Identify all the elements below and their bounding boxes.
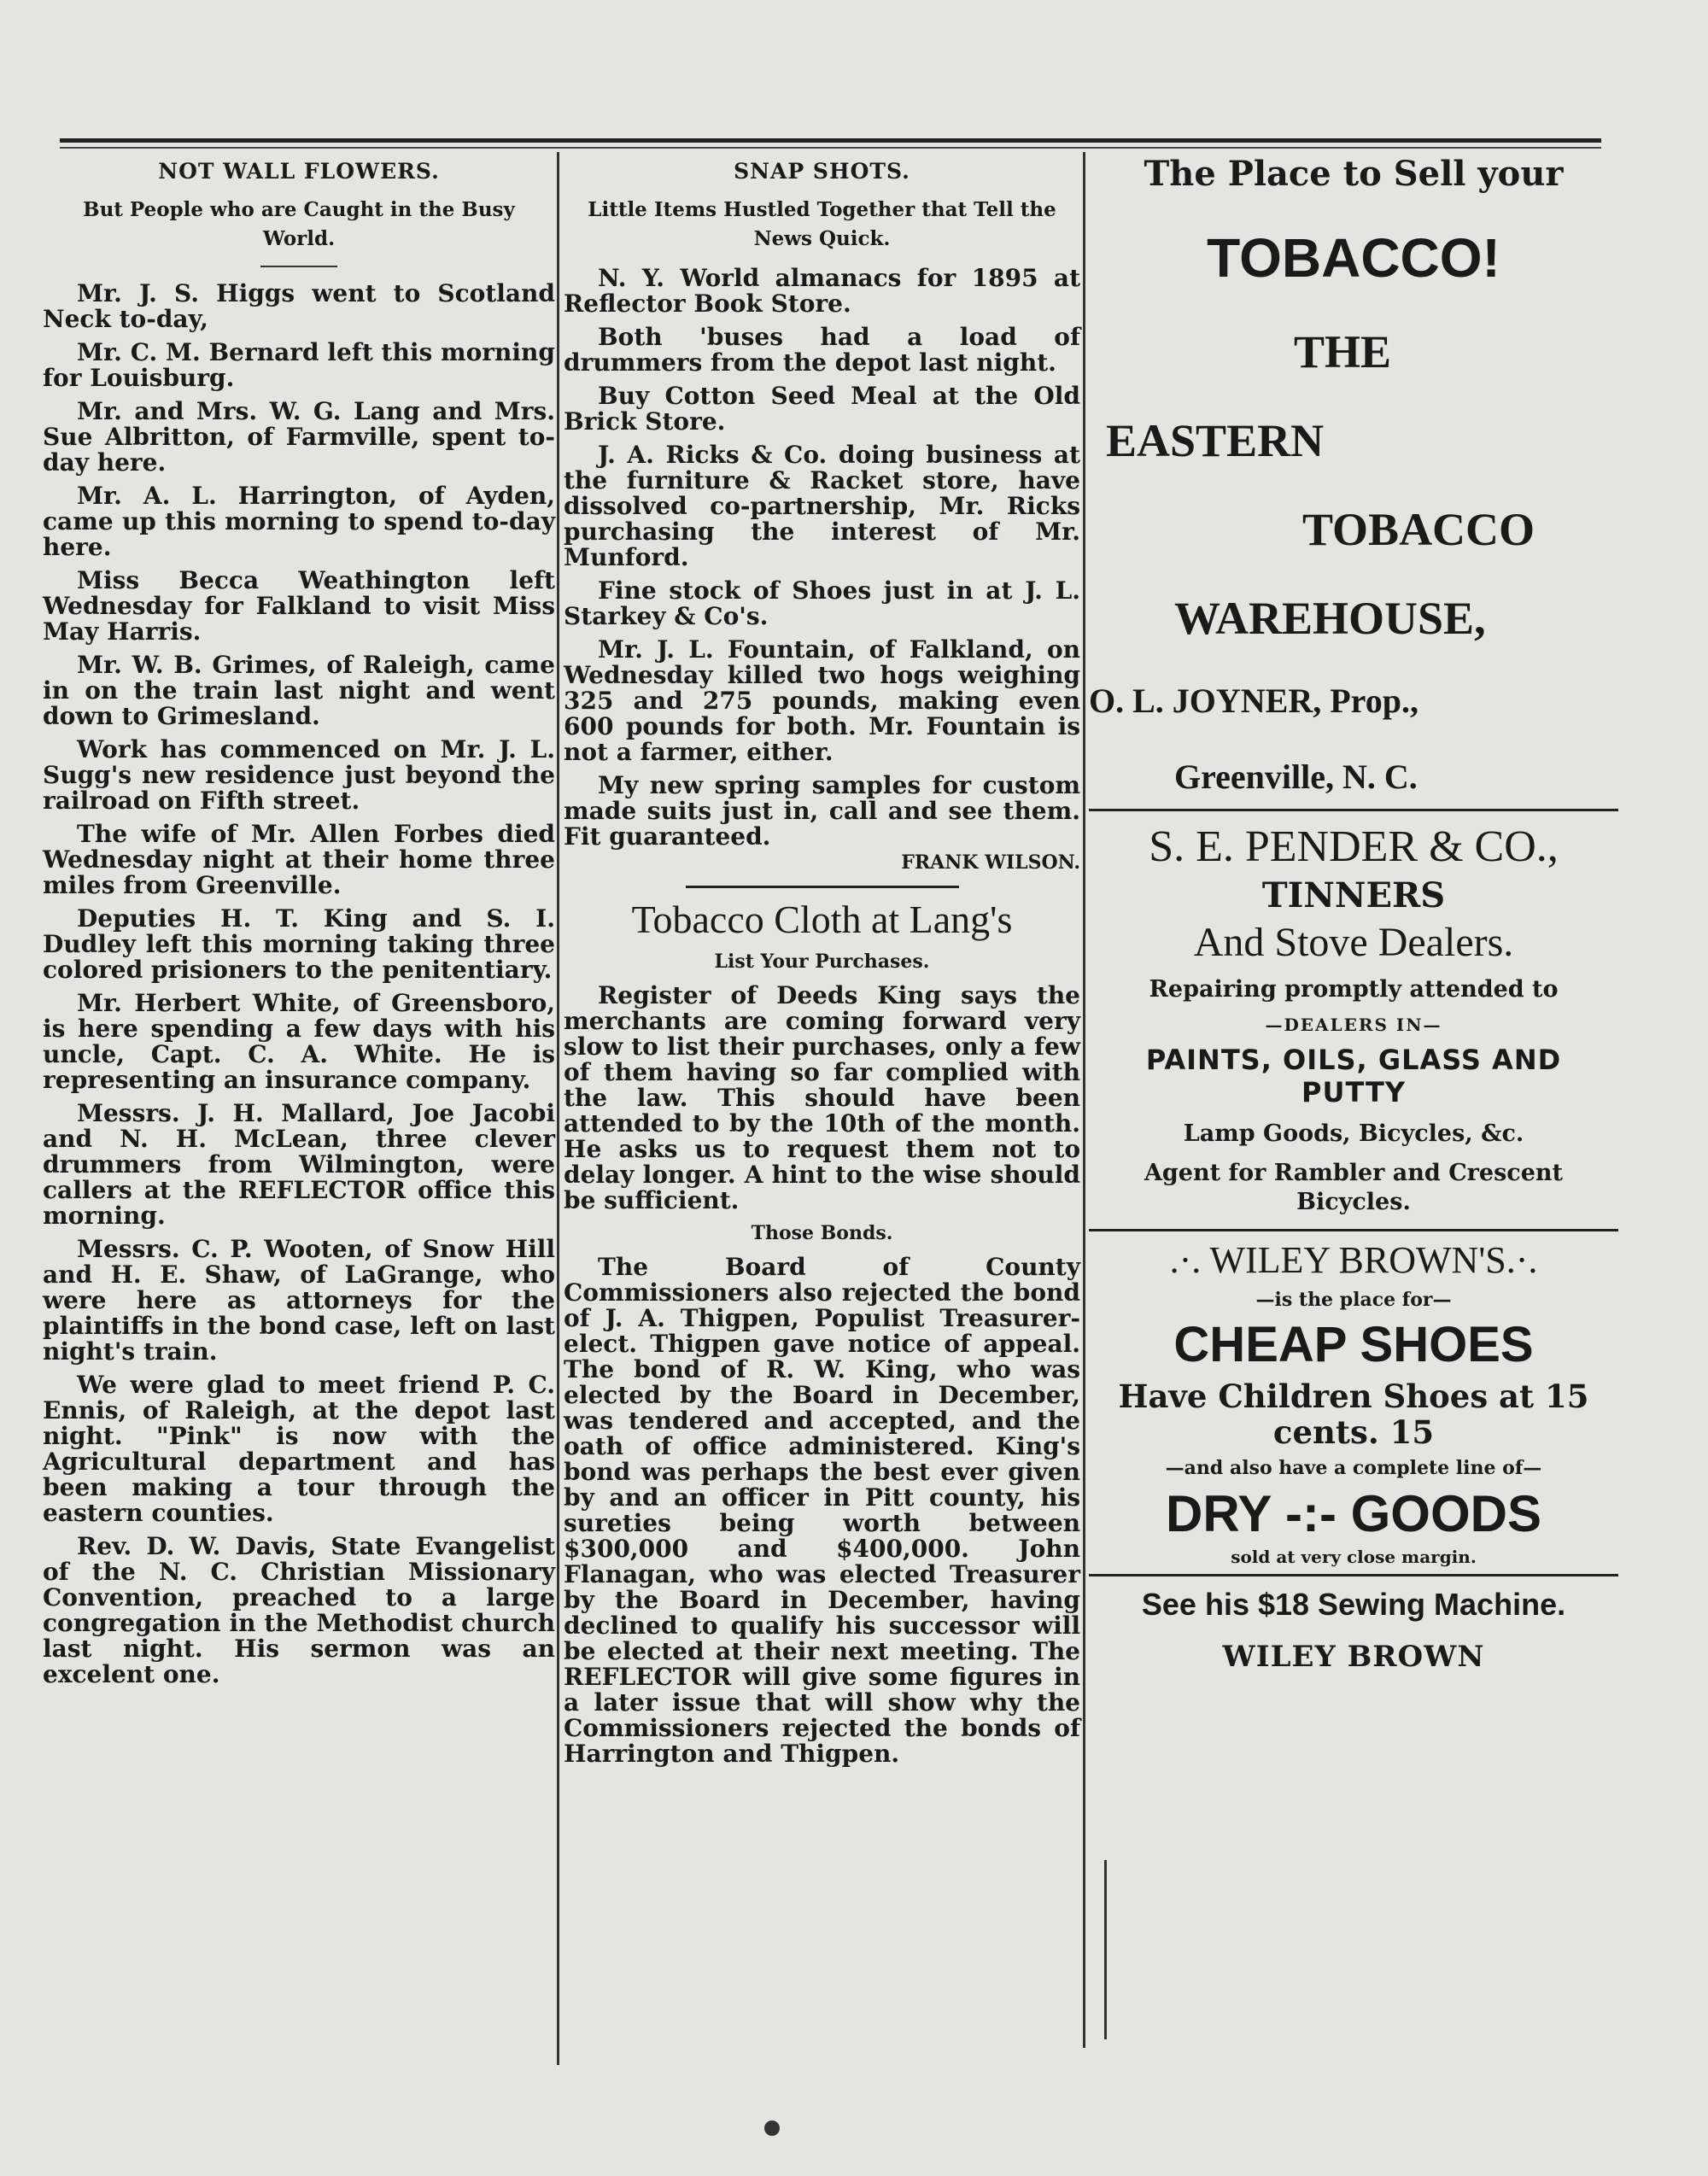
- news-item: Fine stock of Shoes just in at J. L. Starkey & Co's.: [564, 576, 1080, 630]
- ad-proprietor: O. L. JOYNER, Prop.,: [1089, 681, 1418, 720]
- ad-line: THE: [1294, 326, 1392, 377]
- news-item: Mr. A. L. Harrington, of Ayden, came up this morning to spend to-day here.: [43, 482, 555, 561]
- ad-line: Lamp Goods, Bicycles, &c.: [1183, 1120, 1524, 1147]
- news-item: Messrs. J. H. Mallard, Joe Jacobi and N. H. McLean, three clever drummers from Wilmington, were callers at the REFLECTOR office this morning.: [43, 1099, 555, 1230]
- tobacco-cloth-banner: Tobacco Cloth at Lang's: [631, 898, 1013, 941]
- news-item: Deputies H. T. King and S. I. Dudley left this morning taking three colored prisioners to the penitentiary.: [43, 904, 555, 984]
- ad-line: —DEALERS IN—: [1265, 1015, 1442, 1035]
- tobacco-warehouse-ad: [1089, 154, 1618, 797]
- top-rule-thin: [60, 147, 1601, 149]
- ad-line: —is the place for—: [1255, 1289, 1452, 1311]
- item-signature: FRANK WILSON.: [901, 851, 1080, 874]
- ad-signature: WILEY BROWN: [1222, 1640, 1485, 1674]
- wiley-brown-ad: [1089, 1238, 1618, 1674]
- ad-line: Agent for Rambler and Crescent Bicycles.: [1144, 1160, 1564, 1215]
- column-personals: [43, 154, 555, 1695]
- news-item: Mr. C. M. Bernard left this morning for Louisburg.: [43, 338, 555, 392]
- bonds-article: The Board of County Commissioners also rejected the bond of J. A. Thigpen, Populist Treasurer-elect. Thigpen gave notice of appeal. The bond of R. W. King, who was elected by the Board in December, was tendered and accepted, and the oath of office administered. King's bond was perhaps the best ever given by and an officer in Pitt county, his sureties being worth between $300,000 and $400,000. John Flanagan, who was elected Treasurer by the Board in December, having declined to qualify his successor will be elected at their next meeting. The REFLECTOR will give some figures in a later issue that will show why the Commissioners rejected the bonds of Harrington and Thigpen.: [564, 1253, 1080, 1768]
- ad-big-text: DRY -:- GOODS: [1165, 1485, 1541, 1542]
- news-item: Mr. J. S. Higgs went to Scotland Neck to-day,: [43, 279, 555, 333]
- column-rule-2: [1083, 152, 1085, 2048]
- divider: [686, 886, 959, 888]
- column-rule-1: [557, 152, 559, 2065]
- section-subtitle: But People who are Caught in the Busy World.: [83, 198, 515, 250]
- ad-line: Have Children Shoes at 15 cents. 15: [1118, 1378, 1589, 1451]
- news-item: My new spring samples for custom made suits just in, call and see them. Fit guaranteed.: [564, 771, 1080, 851]
- news-item: N. Y. World almanacs for 1895 at Reflector Book Store.: [564, 264, 1080, 318]
- ad-company-name: .·. WILEY BROWN'S.·.: [1169, 1239, 1538, 1281]
- purchases-heading: List Your Purchases.: [714, 951, 930, 973]
- ad-line: EASTERN: [1106, 415, 1325, 466]
- bonds-heading: Those Bonds.: [751, 1222, 893, 1244]
- divider: [260, 266, 337, 267]
- column-snap-shots: [564, 154, 1080, 1775]
- column-rule-3: [1104, 1860, 1107, 2039]
- ink-spot: [764, 2120, 780, 2136]
- ad-location: Greenville, N. C.: [1174, 758, 1418, 796]
- news-item: Work has commenced on Mr. J. L. Sugg's new residence just beyond the railroad on Fifth street.: [43, 735, 555, 815]
- column-advertisements: [1089, 154, 1618, 1674]
- news-item: Buy Cotton Seed Meal at the Old Brick Store.: [564, 382, 1080, 436]
- top-rule: [60, 138, 1601, 143]
- ad-line: And Stove Dealers.: [1193, 920, 1514, 965]
- ad-headline: The Place to Sell your: [1144, 154, 1564, 194]
- news-item: Miss Becca Weathington left Wednesday for Falkland to visit Miss May Harris.: [43, 566, 555, 646]
- news-item: Mr. Herbert White, of Greensboro, is here spending a few days with his uncle, Capt. C. A. White. He is representing an insurance company.: [43, 989, 555, 1094]
- ad-line: WAREHOUSE,: [1174, 593, 1486, 644]
- pender-ad: [1089, 822, 1618, 1217]
- news-item: J. A. Ricks & Co. doing business at the furniture & Racket store, have dissolved co-partnership, Mr. Ricks purchasing the interest of Mr. Munford.: [564, 441, 1080, 571]
- ad-line: Repairing promptly attended to: [1149, 976, 1559, 1003]
- ad-line: See his $18 Sewing Machine.: [1141, 1587, 1566, 1622]
- ad-line: TOBACCO: [1302, 504, 1535, 555]
- ad-line: —and also have a complete line of—: [1165, 1457, 1542, 1479]
- ad-line: TINNERS: [1261, 875, 1446, 915]
- news-item: Mr. and Mrs. W. G. Lang and Mrs. Sue Albritton, of Farmville, spent to-day here.: [43, 397, 555, 477]
- section-title: NOT WALL FLOWERS.: [158, 159, 440, 184]
- divider: [1089, 1229, 1618, 1231]
- ad-line: PAINTS, OILS, GLASS AND PUTTY: [1145, 1044, 1562, 1108]
- divider: [1089, 809, 1618, 811]
- ad-big-text: CHEAP SHOES: [1173, 1317, 1534, 1372]
- news-item: Mr. J. L. Fountain, of Falkland, on Wednesday killed two hogs weighing 325 and 275 pounds, making even 600 pounds for both. Mr. Fountain is not a farmer, either.: [564, 635, 1080, 766]
- ad-big-text: TOBACCO!: [1207, 227, 1500, 289]
- section-subtitle: Little Items Hustled Together that Tell the News Quick.: [588, 198, 1056, 250]
- purchases-article: Register of Deeds King says the merchants are coming forward very slow to list their purchases, only a few of them having so far complied with the law. This should have been attended to by the 10th of the month. He asks us to request them not to delay longer. A hint to the wise should be sufficient.: [564, 981, 1080, 1214]
- divider: [1089, 1574, 1618, 1576]
- news-item: Mr. W. B. Grimes, of Raleigh, came in on the train last night and went down to Grimesland.: [43, 651, 555, 730]
- news-item: The wife of Mr. Allen Forbes died Wednesday night at their home three miles from Greenville.: [43, 820, 555, 899]
- section-title: SNAP SHOTS.: [734, 159, 910, 184]
- news-item: Messrs. C. P. Wooten, of Snow Hill and H. E. Shaw, of LaGrange, who were here as attorneys for the plaintiffs in the bond case, left on last night's train.: [43, 1235, 555, 1366]
- ad-company-name: S. E. PENDER & CO.,: [1149, 822, 1559, 871]
- ad-line: sold at very close margin.: [1231, 1547, 1477, 1567]
- news-item: We were glad to meet friend P. C. Ennis, of Raleigh, at the depot last night. "Pink" is now with the Agricultural department and has been making a tour through the eastern counties.: [43, 1371, 555, 1527]
- news-item: Both 'buses had a load of drummers from the depot last night.: [564, 323, 1080, 377]
- news-item: Rev. D. W. Davis, State Evangelist of the N. C. Christian Missionary Convention, preached to a large congregation in the Methodist church last night. His sermon was an excelent one.: [43, 1532, 555, 1688]
